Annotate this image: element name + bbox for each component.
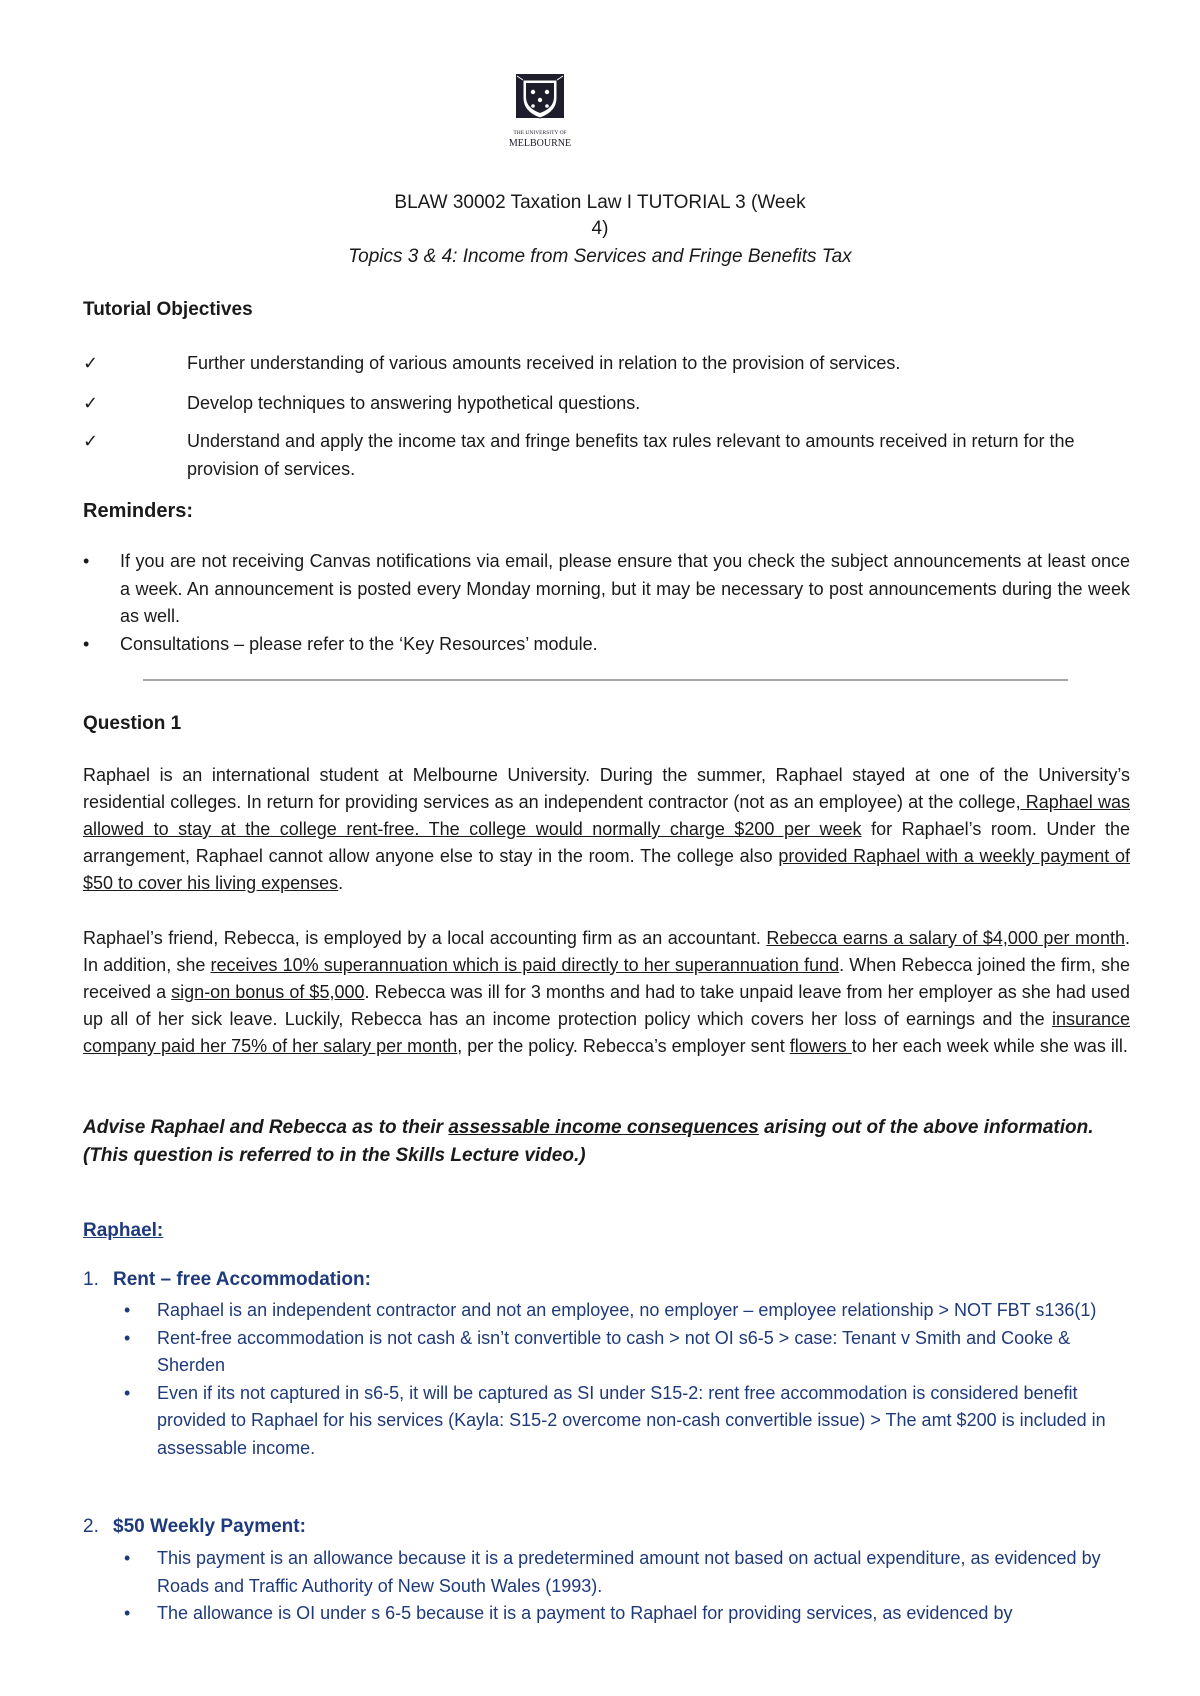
question-paragraph-2: Raphael’s friend, Rebecca, is employed by a local accounting firm as an accountant. Rebecca earns a salary of $4,000 per month. In addition, she receives 10% superannuation which is paid directly to her superannuation fund. When Rebecca joined the firm, she received a sign-on bonus of $5,000. Rebecca was ill for 3 months and had to take unpaid leave from her employer as she had used up all of her sick leave. Luckily, Rebecca has an income protection policy which covers her loss of earnings and the insurance company paid her 75% of her salary per month, per the policy. Rebecca’s employer sent flowers to her each week while she was ill. — [83, 928, 1131, 1056]
check-icon: ✓ — [83, 431, 99, 451]
answer-heading: Raphael: — [83, 1220, 164, 1241]
document-subtitle: Topics 3 & 4: Income from Services and Fringe Benefits Tax — [348, 246, 852, 267]
document-title-line2: 4) — [591, 218, 609, 239]
check-icon: ✓ — [83, 393, 99, 413]
objective-item: ✓ Further understanding of various amounts received in relation to the provision of services. — [83, 349, 1133, 377]
svg-text:THE UNIVERSITY OF: THE UNIVERSITY OF — [513, 130, 567, 136]
list-item: • This payment is an allowance because it is a predetermined amount not based on actual expenditure, as evidenced by Roads and Traffic Authority of New South Wales (1993). — [124, 1545, 1139, 1600]
objective-item: ✓ Develop techniques to answering hypothetical questions. — [83, 389, 1133, 417]
objectives-heading: Tutorial Objectives — [83, 299, 253, 320]
divider — [143, 679, 1068, 681]
list-item: • Raphael is an independent contractor and not an employee, no employer – employee relationship > NOT FBT s136(1) — [124, 1297, 1139, 1325]
question-prompt: Advise Raphael and Rebecca as to their assessable income consequences arising out of the above information. (This question is referred to in the Skills Lecture video.) — [83, 1117, 1094, 1166]
reminders-list — [83, 548, 1130, 658]
list-item: • Rent-free accommodation is not cash & isn’t convertible to cash > not OI s6-5 > case: Tenant v Smith and Cooke & Sherden — [124, 1325, 1139, 1380]
svg-text:MELBOURNE: MELBOURNE — [508, 138, 572, 149]
objective-item: ✓ Understand and apply the income tax and fringe benefits tax rules relevant to amounts received in return for the provision of services. — [83, 427, 1133, 483]
list-item: • The allowance is OI under s 6-5 because it is a payment to Raphael for providing services, as evidenced by — [124, 1600, 1139, 1628]
check-icon: ✓ — [83, 353, 99, 373]
university-logo — [503, 70, 577, 154]
list-item: • If you are not receiving Canvas notifications via email, please ensure that you check the subject announcements at least once a week. An announcement is posted every Monday morning, but it may be necessary to post announcements during the week as well. — [83, 548, 1130, 631]
list-item: • Consultations – please refer to the ‘Key Resources’ module. — [83, 631, 1130, 659]
answer-section-heading: 1. Rent – free Accommodation: — [83, 1269, 371, 1290]
document-title: BLAW 30002 Taxation Law I TUTORIAL 3 (Week — [394, 192, 806, 213]
answer-section-list — [124, 1297, 1139, 1462]
answer-section-heading: 2. $50 Weekly Payment: — [83, 1516, 306, 1537]
reminders-heading: Reminders: — [83, 500, 194, 522]
answer-section-list — [124, 1545, 1139, 1628]
question-paragraph-1: Raphael is an international student at Melbourne University. During the summer, Raphael stayed at one of the University’s residential colleges. In return for providing services as an independent contractor (not as an employee) at the college, Raphael was allowed to stay at the college rent-free. The college would normally charge $200 per week for Raphael’s room. Under the arrangement, Raphael cannot allow anyone else to stay in the room. The college also provided Raphael with a weekly payment of $50 to cover his living expenses. — [83, 765, 1131, 893]
list-item: • Even if its not captured in s6-5, it will be captured as SI under S15-2: rent free accommodation is considered benefit provided to Raphael for his services (Kayla: S15-2 overcome non-cash convertible issue) > The amt $200 is included in assessable income. — [124, 1380, 1139, 1463]
question-heading: Question 1 — [83, 713, 182, 734]
university-crest-icon — [503, 70, 577, 154]
